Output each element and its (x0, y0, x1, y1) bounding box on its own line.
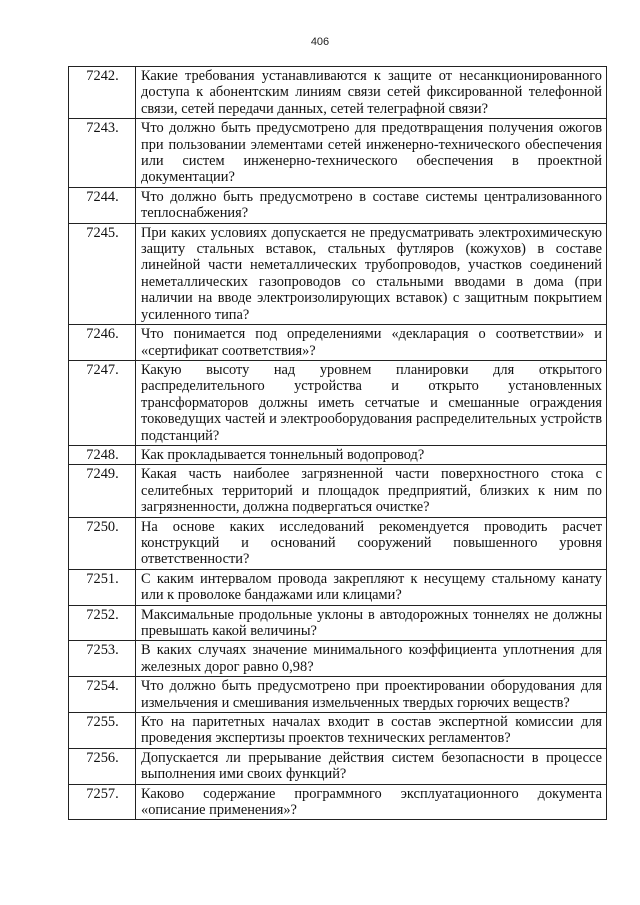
table-row (69, 784, 607, 820)
question-number: 7253. (69, 641, 136, 677)
table-row (69, 187, 607, 223)
table-row (69, 748, 607, 784)
question-text: Какая часть наиболее загрязненной части поверхностного стока с селитебных территорий и площадок предприятий, близких к ним по загрязненности, должна подвергаться очистке? (136, 465, 607, 517)
question-number: 7252. (69, 605, 136, 641)
question-text: В каких случаях значение минимального коэффициента уплотнения для железных дорог равно 0,98? (136, 641, 607, 677)
question-text: При каких условиях допускается не предусматривать электрохимическую защиту стальных вставок, стальных футляров (кожухов) в составе линейной части неметаллических трубопроводов, участков соединений неметаллических газопроводов со стальными вводами в дома (при наличии на вводе электроизолирующих вставок) с защитным покрытием усиленного типа? (136, 223, 607, 324)
question-number: 7249. (69, 465, 136, 517)
question-number: 7257. (69, 784, 136, 820)
questions-table-body (69, 67, 607, 820)
question-number: 7245. (69, 223, 136, 324)
question-number: 7242. (69, 67, 136, 119)
question-text: Какую высоту над уровнем планировки для открытого распределительного устройства и открыто установленных трансформаторов должны иметь сетчатые и смешанные ограждения токоведущих частей и электрооборудования распределительных устройств подстанций? (136, 360, 607, 445)
table-row (69, 677, 607, 713)
question-text: Что должно быть предусмотрено при проектировании оборудования для измельчения и смешивания измельченных твердых горючих веществ? (136, 677, 607, 713)
question-number: 7255. (69, 713, 136, 749)
question-text: На основе каких исследований рекомендуется проводить расчет конструкций и оснований сооружений повышенного уровня ответственности? (136, 517, 607, 569)
question-text: С каким интервалом провода закрепляют к несущему стальному канату или к проволоке бандажами или клицами? (136, 569, 607, 605)
question-text: Что должно быть предусмотрено в составе системы централизованного теплоснабжения? (136, 187, 607, 223)
table-row (69, 641, 607, 677)
table-row (69, 223, 607, 324)
table-row (69, 360, 607, 445)
question-text: Какие требования устанавливаются к защите от несанкционированного доступа к абонентским линиям связи сетей фиксированной телефонной связи, сетей передачи данных, сетей телеграфной связи? (136, 67, 607, 119)
table-row (69, 605, 607, 641)
table-row (69, 465, 607, 517)
question-text: Максимальные продольные уклоны в автодорожных тоннелях не должны превышать какой величины? (136, 605, 607, 641)
table-row (69, 445, 607, 464)
table-row (69, 569, 607, 605)
table-row (69, 67, 607, 119)
questions-table (68, 66, 607, 820)
question-number: 7251. (69, 569, 136, 605)
question-number: 7254. (69, 677, 136, 713)
question-text: Допускается ли прерывание действия систем безопасности в процессе выполнения ими своих функций? (136, 748, 607, 784)
table-row (69, 119, 607, 188)
question-number: 7244. (69, 187, 136, 223)
question-text: Кто на паритетных началах входит в состав экспертной комиссии для проведения экспертизы проектов технических регламентов? (136, 713, 607, 749)
question-number: 7256. (69, 748, 136, 784)
question-text: Как прокладывается тоннельный водопровод? (136, 445, 607, 464)
question-text: Что понимается под определениями «декларация о соответствии» и «сертификат соответствия»? (136, 325, 607, 361)
table-row (69, 325, 607, 361)
page-number: 406 (310, 36, 330, 48)
table-row (69, 713, 607, 749)
table-row (69, 517, 607, 569)
question-number: 7248. (69, 445, 136, 464)
question-number: 7247. (69, 360, 136, 445)
question-text: Что должно быть предусмотрено для предотвращения получения ожогов при пользовании элементами сетей инженерно-технического обеспечения или систем инженерно-технического обеспечения в проектной документации? (136, 119, 607, 188)
question-number: 7246. (69, 325, 136, 361)
question-number: 7243. (69, 119, 136, 188)
question-text: Каково содержание программного эксплуатационного документа «описание применения»? (136, 784, 607, 820)
question-number: 7250. (69, 517, 136, 569)
